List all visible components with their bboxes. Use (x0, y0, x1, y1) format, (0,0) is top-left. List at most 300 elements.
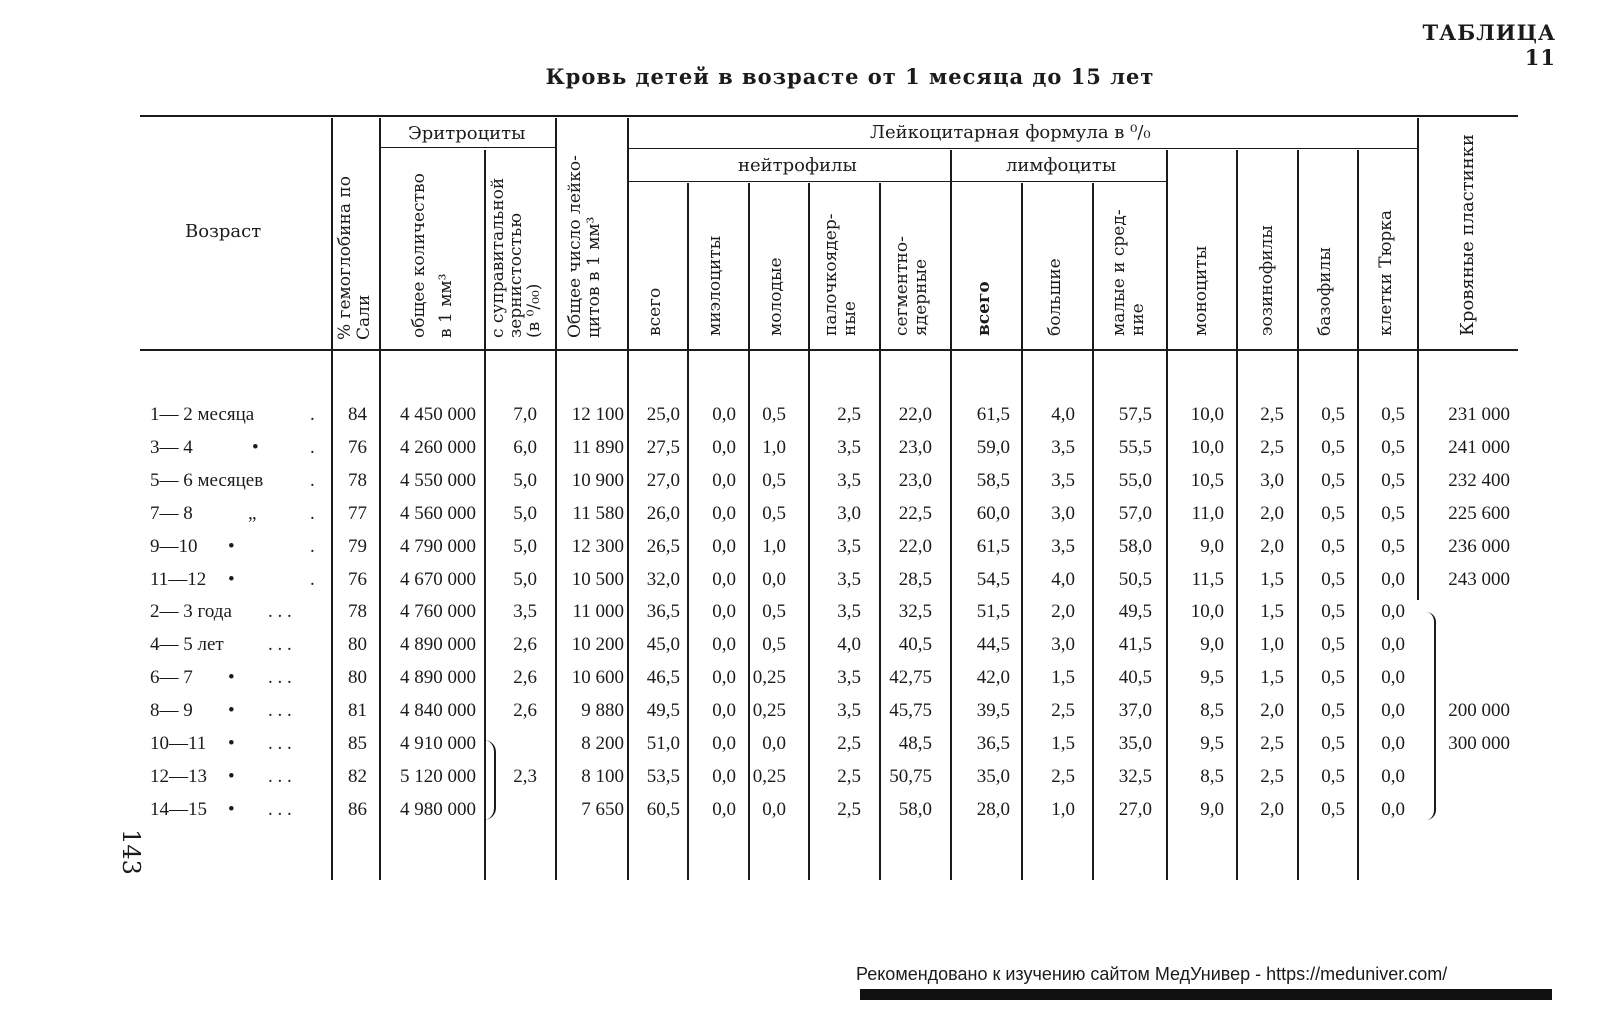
cell-na: 51,0 (646, 733, 680, 754)
cell-nb: 2,5 (837, 799, 861, 820)
cell-lk: 7 650 (581, 799, 624, 820)
cell-eo: 1,5 (1260, 569, 1284, 590)
cell-hb: 81 (348, 700, 367, 721)
ditto-mark: • (228, 569, 235, 590)
cell-ba: 0,5 (1321, 700, 1345, 721)
cell-na: 27,5 (646, 437, 680, 458)
header-monocytes: моноциты (1191, 245, 1211, 336)
header-eosinophils: эозинофилы (1257, 225, 1277, 336)
cell-lk: 8 200 (581, 733, 624, 754)
column-separator (1021, 183, 1023, 880)
cell-er: 4 790 000 (400, 536, 476, 557)
cell-la: 61,5 (976, 536, 1010, 557)
cell-na: 26,0 (646, 503, 680, 524)
cell-nb: 2,5 (837, 733, 861, 754)
cell-nm: 0,0 (712, 437, 736, 458)
cell-ny: 0,25 (752, 667, 786, 688)
cell-nb: 3,5 (837, 470, 861, 491)
cell-ny: 0,0 (762, 733, 786, 754)
ditto-mark: „ (248, 503, 257, 524)
header-n-seg: сегментно- ядерные (892, 236, 931, 336)
cell-er: 4 910 000 (400, 733, 476, 754)
cell-ba: 0,5 (1321, 799, 1345, 820)
cell-ns: 32,5 (898, 601, 932, 622)
column-separator (627, 118, 629, 880)
header-turk: клетки Тюрка (1376, 209, 1396, 336)
cell-na: 27,0 (646, 470, 680, 491)
header-basophils: базофилы (1315, 247, 1335, 336)
cell-nm: 0,0 (712, 634, 736, 655)
cell-tu: 0,5 (1381, 404, 1405, 425)
cell-nm: 0,0 (712, 503, 736, 524)
cell-nb: 3,0 (837, 503, 861, 524)
column-separator (748, 183, 750, 880)
column-separator (879, 183, 881, 880)
cell-pl: 200 000 (1448, 700, 1510, 721)
cell-ny: 0,0 (762, 799, 786, 820)
cell-ls: 57,0 (1118, 503, 1152, 524)
cell-ls: 37,0 (1118, 700, 1152, 721)
cell-ba: 0,5 (1321, 634, 1345, 655)
cell-ns: 23,0 (898, 437, 932, 458)
cell-hb: 80 (348, 667, 367, 688)
cell-ns: 22,5 (898, 503, 932, 524)
cell-ba: 0,5 (1321, 733, 1345, 754)
cell-la: 61,5 (976, 404, 1010, 425)
leader-dots: . . . (268, 601, 292, 622)
cell-ls: 40,5 (1118, 667, 1152, 688)
cell-ll: 1,0 (1051, 799, 1075, 820)
cell-hb: 76 (348, 569, 367, 590)
cell-ls: 57,5 (1118, 404, 1152, 425)
cell-er: 4 560 000 (400, 503, 476, 524)
cell-nb: 3,5 (837, 437, 861, 458)
cell-lk: 9 880 (581, 700, 624, 721)
ditto-mark: • (228, 536, 235, 557)
cell-hb: 84 (348, 404, 367, 425)
cell-ba: 0,5 (1321, 766, 1345, 787)
page-number: 143 (116, 829, 145, 875)
cell-la: 28,0 (976, 799, 1010, 820)
cell-tu: 0,0 (1381, 799, 1405, 820)
row-age: 7— 8 (150, 503, 193, 524)
table-title: Кровь детей в возрасте от 1 месяца до 15 лет (545, 64, 1155, 89)
cell-ba: 0,5 (1321, 569, 1345, 590)
column-separator (1166, 150, 1168, 880)
row-age: 5— 6 месяцев (150, 470, 264, 491)
cell-mo: 9,5 (1200, 733, 1224, 754)
cell-tu: 0,0 (1381, 601, 1405, 622)
cell-hb: 85 (348, 733, 367, 754)
cell-ba: 0,5 (1321, 404, 1345, 425)
header-n-band: палочкоядер- ные (821, 213, 860, 336)
cell-ba: 0,5 (1321, 503, 1345, 524)
cell-tu: 0,5 (1381, 437, 1405, 458)
cell-eo: 2,5 (1260, 733, 1284, 754)
row-age: 9—10 (150, 536, 198, 557)
cell-nm: 0,0 (712, 470, 736, 491)
cell-ns: 42,75 (889, 667, 932, 688)
cell-ns: 22,0 (898, 404, 932, 425)
cell-sv: 2,6 (513, 634, 537, 655)
cell-pl: 225 600 (1448, 503, 1510, 524)
cell-mo: 11,5 (1191, 569, 1224, 590)
cell-na: 49,5 (646, 700, 680, 721)
header-neutrophils: нейтрофилы (738, 155, 857, 176)
cell-lk: 10 600 (571, 667, 624, 688)
cell-lk: 12 300 (571, 536, 624, 557)
cell-ls: 41,5 (1118, 634, 1152, 655)
cell-hb: 76 (348, 437, 367, 458)
cell-pl: 232 400 (1448, 470, 1510, 491)
cell-mo: 9,5 (1200, 667, 1224, 688)
cell-ns: 40,5 (898, 634, 932, 655)
cell-na: 32,0 (646, 569, 680, 590)
cell-ba: 0,5 (1321, 470, 1345, 491)
row-age: 6— 7 (150, 667, 193, 688)
cell-nm: 0,0 (712, 733, 736, 754)
cell-ls: 55,0 (1118, 470, 1152, 491)
column-separator (1092, 183, 1094, 880)
cell-nm: 0,0 (712, 799, 736, 820)
cell-hb: 78 (348, 601, 367, 622)
header-l-small: малые и сред- ние (1109, 209, 1148, 336)
column-separator (379, 118, 381, 880)
cell-ns: 45,75 (889, 700, 932, 721)
cell-tu: 0,5 (1381, 503, 1405, 524)
cell-ns: 23,0 (898, 470, 932, 491)
ditto-mark: • (252, 437, 259, 458)
cell-ns: 28,5 (898, 569, 932, 590)
cell-hb: 77 (348, 503, 367, 524)
leukoformula-rule (627, 148, 1417, 149)
cell-lk: 10 500 (571, 569, 624, 590)
cell-nm: 0,0 (712, 667, 736, 688)
cell-hb: 82 (348, 766, 367, 787)
lymphocytes-rule (950, 181, 1166, 182)
column-separator (808, 183, 810, 880)
cell-eo: 3,0 (1260, 470, 1284, 491)
row-age: 10—11 (150, 733, 207, 754)
cell-la: 60,0 (976, 503, 1010, 524)
cell-la: 44,5 (976, 634, 1010, 655)
neutrophils-rule (627, 181, 950, 182)
header-erythro-supravital: с суправитальной зернистостью (в ⁰/₀₀) (488, 177, 544, 338)
cell-nb: 3,5 (837, 569, 861, 590)
cell-na: 53,5 (646, 766, 680, 787)
cell-nb: 2,5 (837, 404, 861, 425)
cell-la: 59,0 (976, 437, 1010, 458)
ditto-mark: • (228, 766, 235, 787)
cell-ls: 35,0 (1118, 733, 1152, 754)
cell-lk: 11 000 (572, 601, 624, 622)
column-separator (331, 118, 333, 880)
cell-er: 4 890 000 (400, 667, 476, 688)
cell-sv: 6,0 (513, 437, 537, 458)
header-l-all: всего (974, 281, 994, 336)
cell-nb: 3,5 (837, 601, 861, 622)
leader-dots: . . . (268, 634, 292, 655)
cell-ll: 3,0 (1051, 503, 1075, 524)
ditto-mark: • (228, 799, 235, 820)
leader-dots: . . . (268, 766, 292, 787)
cell-nb: 3,5 (837, 536, 861, 557)
cell-eo: 2,5 (1260, 437, 1284, 458)
cell-er: 4 840 000 (400, 700, 476, 721)
cell-lk: 8 100 (581, 766, 624, 787)
cell-mo: 9,0 (1200, 536, 1224, 557)
cell-la: 36,5 (976, 733, 1010, 754)
cell-nm: 0,0 (712, 404, 736, 425)
header-hemoglobin: % гемоглобина по Сали (335, 176, 374, 340)
table-top-rule (140, 115, 1518, 117)
cell-ll: 4,0 (1051, 569, 1075, 590)
cell-eo: 1,0 (1260, 634, 1284, 655)
cell-er: 4 670 000 (400, 569, 476, 590)
header-leukocytes-total: Общее число лейко- цитов в 1 мм³ (565, 155, 604, 338)
cell-na: 26,5 (646, 536, 680, 557)
cell-ny: 1,0 (762, 437, 786, 458)
cell-ba: 0,5 (1321, 601, 1345, 622)
row-age: 14—15 (150, 799, 207, 820)
footer-bar (860, 989, 1552, 1000)
row-age: 3— 4 (150, 437, 193, 458)
header-erythrocytes: Эритроциты (408, 123, 526, 144)
footer-text: Рекомендовано к изучению сайтом МедУнивер - https://meduniver.com/ (856, 964, 1448, 984)
ditto-mark: • (228, 733, 235, 754)
cell-eo: 1,5 (1260, 601, 1284, 622)
row-age: 2— 3 года (150, 601, 232, 622)
column-separator (1357, 150, 1359, 880)
cell-er: 4 890 000 (400, 634, 476, 655)
header-n-young: молодые (766, 257, 786, 336)
cell-sv: 5,0 (513, 536, 537, 557)
leader-dots: . . . (268, 667, 292, 688)
table-label: ТАБЛИЦА 11 (1422, 20, 1556, 70)
row-age: 8— 9 (150, 700, 193, 721)
cell-eo: 2,0 (1260, 799, 1284, 820)
cell-ny: 0,5 (762, 634, 786, 655)
cell-ny: 0,5 (762, 470, 786, 491)
cell-pl: 241 000 (1448, 437, 1510, 458)
cell-sv: 5,0 (513, 503, 537, 524)
cell-er: 5 120 000 (400, 766, 476, 787)
cell-ls: 55,5 (1118, 437, 1152, 458)
cell-na: 36,5 (646, 601, 680, 622)
cell-hb: 79 (348, 536, 367, 557)
cell-ns: 50,75 (889, 766, 932, 787)
cell-ny: 1,0 (762, 536, 786, 557)
cell-pl: 236 000 (1448, 536, 1510, 557)
cell-nb: 3,5 (837, 667, 861, 688)
cell-na: 46,5 (646, 667, 680, 688)
cell-ll: 1,5 (1051, 733, 1075, 754)
cell-mo: 11,0 (1191, 503, 1224, 524)
ditto-mark: • (228, 700, 235, 721)
header-erythro-total: общее количество в 1 мм³ (409, 173, 456, 338)
cell-eo: 1,5 (1260, 667, 1284, 688)
cell-ls: 58,0 (1118, 536, 1152, 557)
header-n-myelo: миэлоциты (705, 235, 725, 336)
cell-eo: 2,0 (1260, 536, 1284, 557)
cell-ll: 2,5 (1051, 700, 1075, 721)
cell-hb: 78 (348, 470, 367, 491)
cell-ny: 0,5 (762, 601, 786, 622)
cell-ll: 1,5 (1051, 667, 1075, 688)
cell-ll: 3,5 (1051, 536, 1075, 557)
cell-pl: 300 000 (1448, 733, 1510, 754)
header-lymphocytes: лимфоциты (1006, 155, 1117, 176)
cell-mo: 8,5 (1200, 700, 1224, 721)
cell-eo: 2,5 (1260, 404, 1284, 425)
cell-la: 51,5 (976, 601, 1010, 622)
leader-dots: . (310, 569, 315, 590)
cell-ls: 32,5 (1118, 766, 1152, 787)
cell-ny: 0,5 (762, 404, 786, 425)
cell-ll: 4,0 (1051, 404, 1075, 425)
cell-er: 4 980 000 (400, 799, 476, 820)
cell-na: 45,0 (646, 634, 680, 655)
cell-ll: 2,5 (1051, 766, 1075, 787)
erythrocytes-rule (380, 147, 556, 148)
cell-nb: 4,0 (837, 634, 861, 655)
column-separator (687, 183, 689, 880)
cell-ba: 0,5 (1321, 536, 1345, 557)
cell-sv: 2,3 (513, 766, 537, 787)
cell-nm: 0,0 (712, 569, 736, 590)
header-bottom-rule (140, 349, 1518, 351)
cell-ny: 0,25 (752, 766, 786, 787)
column-separator (555, 118, 557, 880)
cell-mo: 9,0 (1200, 634, 1224, 655)
cell-ll: 3,5 (1051, 437, 1075, 458)
cell-er: 4 260 000 (400, 437, 476, 458)
cell-la: 58,5 (976, 470, 1010, 491)
cell-ll: 3,0 (1051, 634, 1075, 655)
cell-ns: 48,5 (898, 733, 932, 754)
cell-nb: 3,5 (837, 700, 861, 721)
cell-ns: 22,0 (898, 536, 932, 557)
column-separator (1297, 150, 1299, 880)
cell-sv: 2,6 (513, 700, 537, 721)
cell-ls: 50,5 (1118, 569, 1152, 590)
cell-lk: 11 890 (572, 437, 624, 458)
leader-dots: . (310, 536, 315, 557)
cell-tu: 0,0 (1381, 766, 1405, 787)
cell-mo: 10,0 (1190, 404, 1224, 425)
row-age: 12—13 (150, 766, 207, 787)
header-leukoformula: Лейкоцитарная формула в ⁰/₀ (870, 122, 1151, 143)
cell-nb: 2,5 (837, 766, 861, 787)
cell-na: 25,0 (646, 404, 680, 425)
cell-mo: 10,0 (1190, 601, 1224, 622)
cell-lk: 10 900 (571, 470, 624, 491)
header-age: Возраст (185, 221, 262, 242)
cell-sv: 3,5 (513, 601, 537, 622)
cell-tu: 0,0 (1381, 569, 1405, 590)
cell-lk: 11 580 (572, 503, 624, 524)
leader-dots: . (310, 437, 315, 458)
cell-nm: 0,0 (712, 700, 736, 721)
cell-sv: 5,0 (513, 470, 537, 491)
header-l-large: большие (1045, 258, 1065, 336)
cell-ls: 27,0 (1118, 799, 1152, 820)
header-platelets: Кровяные пластинки (1457, 134, 1478, 336)
cell-mo: 8,5 (1200, 766, 1224, 787)
cell-ny: 0,5 (762, 503, 786, 524)
cell-tu: 0,0 (1381, 667, 1405, 688)
cell-nm: 0,0 (712, 766, 736, 787)
cell-ls: 49,5 (1118, 601, 1152, 622)
cell-pl: 231 000 (1448, 404, 1510, 425)
cell-hb: 86 (348, 799, 367, 820)
cell-sv: 2,6 (513, 667, 537, 688)
header-n-all: всего (645, 287, 665, 336)
cell-eo: 2,0 (1260, 503, 1284, 524)
cell-ns: 58,0 (898, 799, 932, 820)
cell-lk: 10 200 (571, 634, 624, 655)
supravital-brace (484, 740, 496, 820)
cell-la: 42,0 (976, 667, 1010, 688)
cell-er: 4 450 000 (400, 404, 476, 425)
cell-la: 54,5 (976, 569, 1010, 590)
cell-mo: 10,0 (1190, 437, 1224, 458)
cell-pl: 243 000 (1448, 569, 1510, 590)
cell-la: 39,5 (976, 700, 1010, 721)
cell-na: 60,5 (646, 799, 680, 820)
cell-eo: 2,0 (1260, 700, 1284, 721)
leader-dots: . (310, 470, 315, 491)
cell-sv: 7,0 (513, 404, 537, 425)
cell-tu: 0,0 (1381, 733, 1405, 754)
leader-dots: . (310, 404, 315, 425)
column-separator (1417, 118, 1419, 600)
cell-sv: 5,0 (513, 569, 537, 590)
cell-eo: 2,5 (1260, 766, 1284, 787)
column-separator (950, 150, 952, 880)
cell-la: 35,0 (976, 766, 1010, 787)
platelets-brace (1420, 612, 1436, 820)
cell-tu: 0,0 (1381, 634, 1405, 655)
row-age: 1— 2 месяца (150, 404, 255, 425)
cell-ny: 0,25 (752, 700, 786, 721)
cell-er: 4 550 000 (400, 470, 476, 491)
leader-dots: . . . (268, 733, 292, 754)
cell-hb: 80 (348, 634, 367, 655)
cell-mo: 9,0 (1200, 799, 1224, 820)
cell-er: 4 760 000 (400, 601, 476, 622)
row-age: 11—12 (150, 569, 207, 590)
column-separator (1236, 150, 1238, 880)
leader-dots: . (310, 503, 315, 524)
cell-nm: 0,0 (712, 536, 736, 557)
cell-mo: 10,5 (1190, 470, 1224, 491)
cell-ba: 0,5 (1321, 437, 1345, 458)
cell-ny: 0,0 (762, 569, 786, 590)
cell-ll: 2,0 (1051, 601, 1075, 622)
cell-ba: 0,5 (1321, 667, 1345, 688)
ditto-mark: • (228, 667, 235, 688)
cell-lk: 12 100 (571, 404, 624, 425)
cell-ll: 3,5 (1051, 470, 1075, 491)
leader-dots: . . . (268, 799, 292, 820)
row-age: 4— 5 лет (150, 634, 224, 655)
leader-dots: . . . (268, 700, 292, 721)
cell-tu: 0,5 (1381, 536, 1405, 557)
cell-nm: 0,0 (712, 601, 736, 622)
cell-tu: 0,5 (1381, 470, 1405, 491)
cell-tu: 0,0 (1381, 700, 1405, 721)
